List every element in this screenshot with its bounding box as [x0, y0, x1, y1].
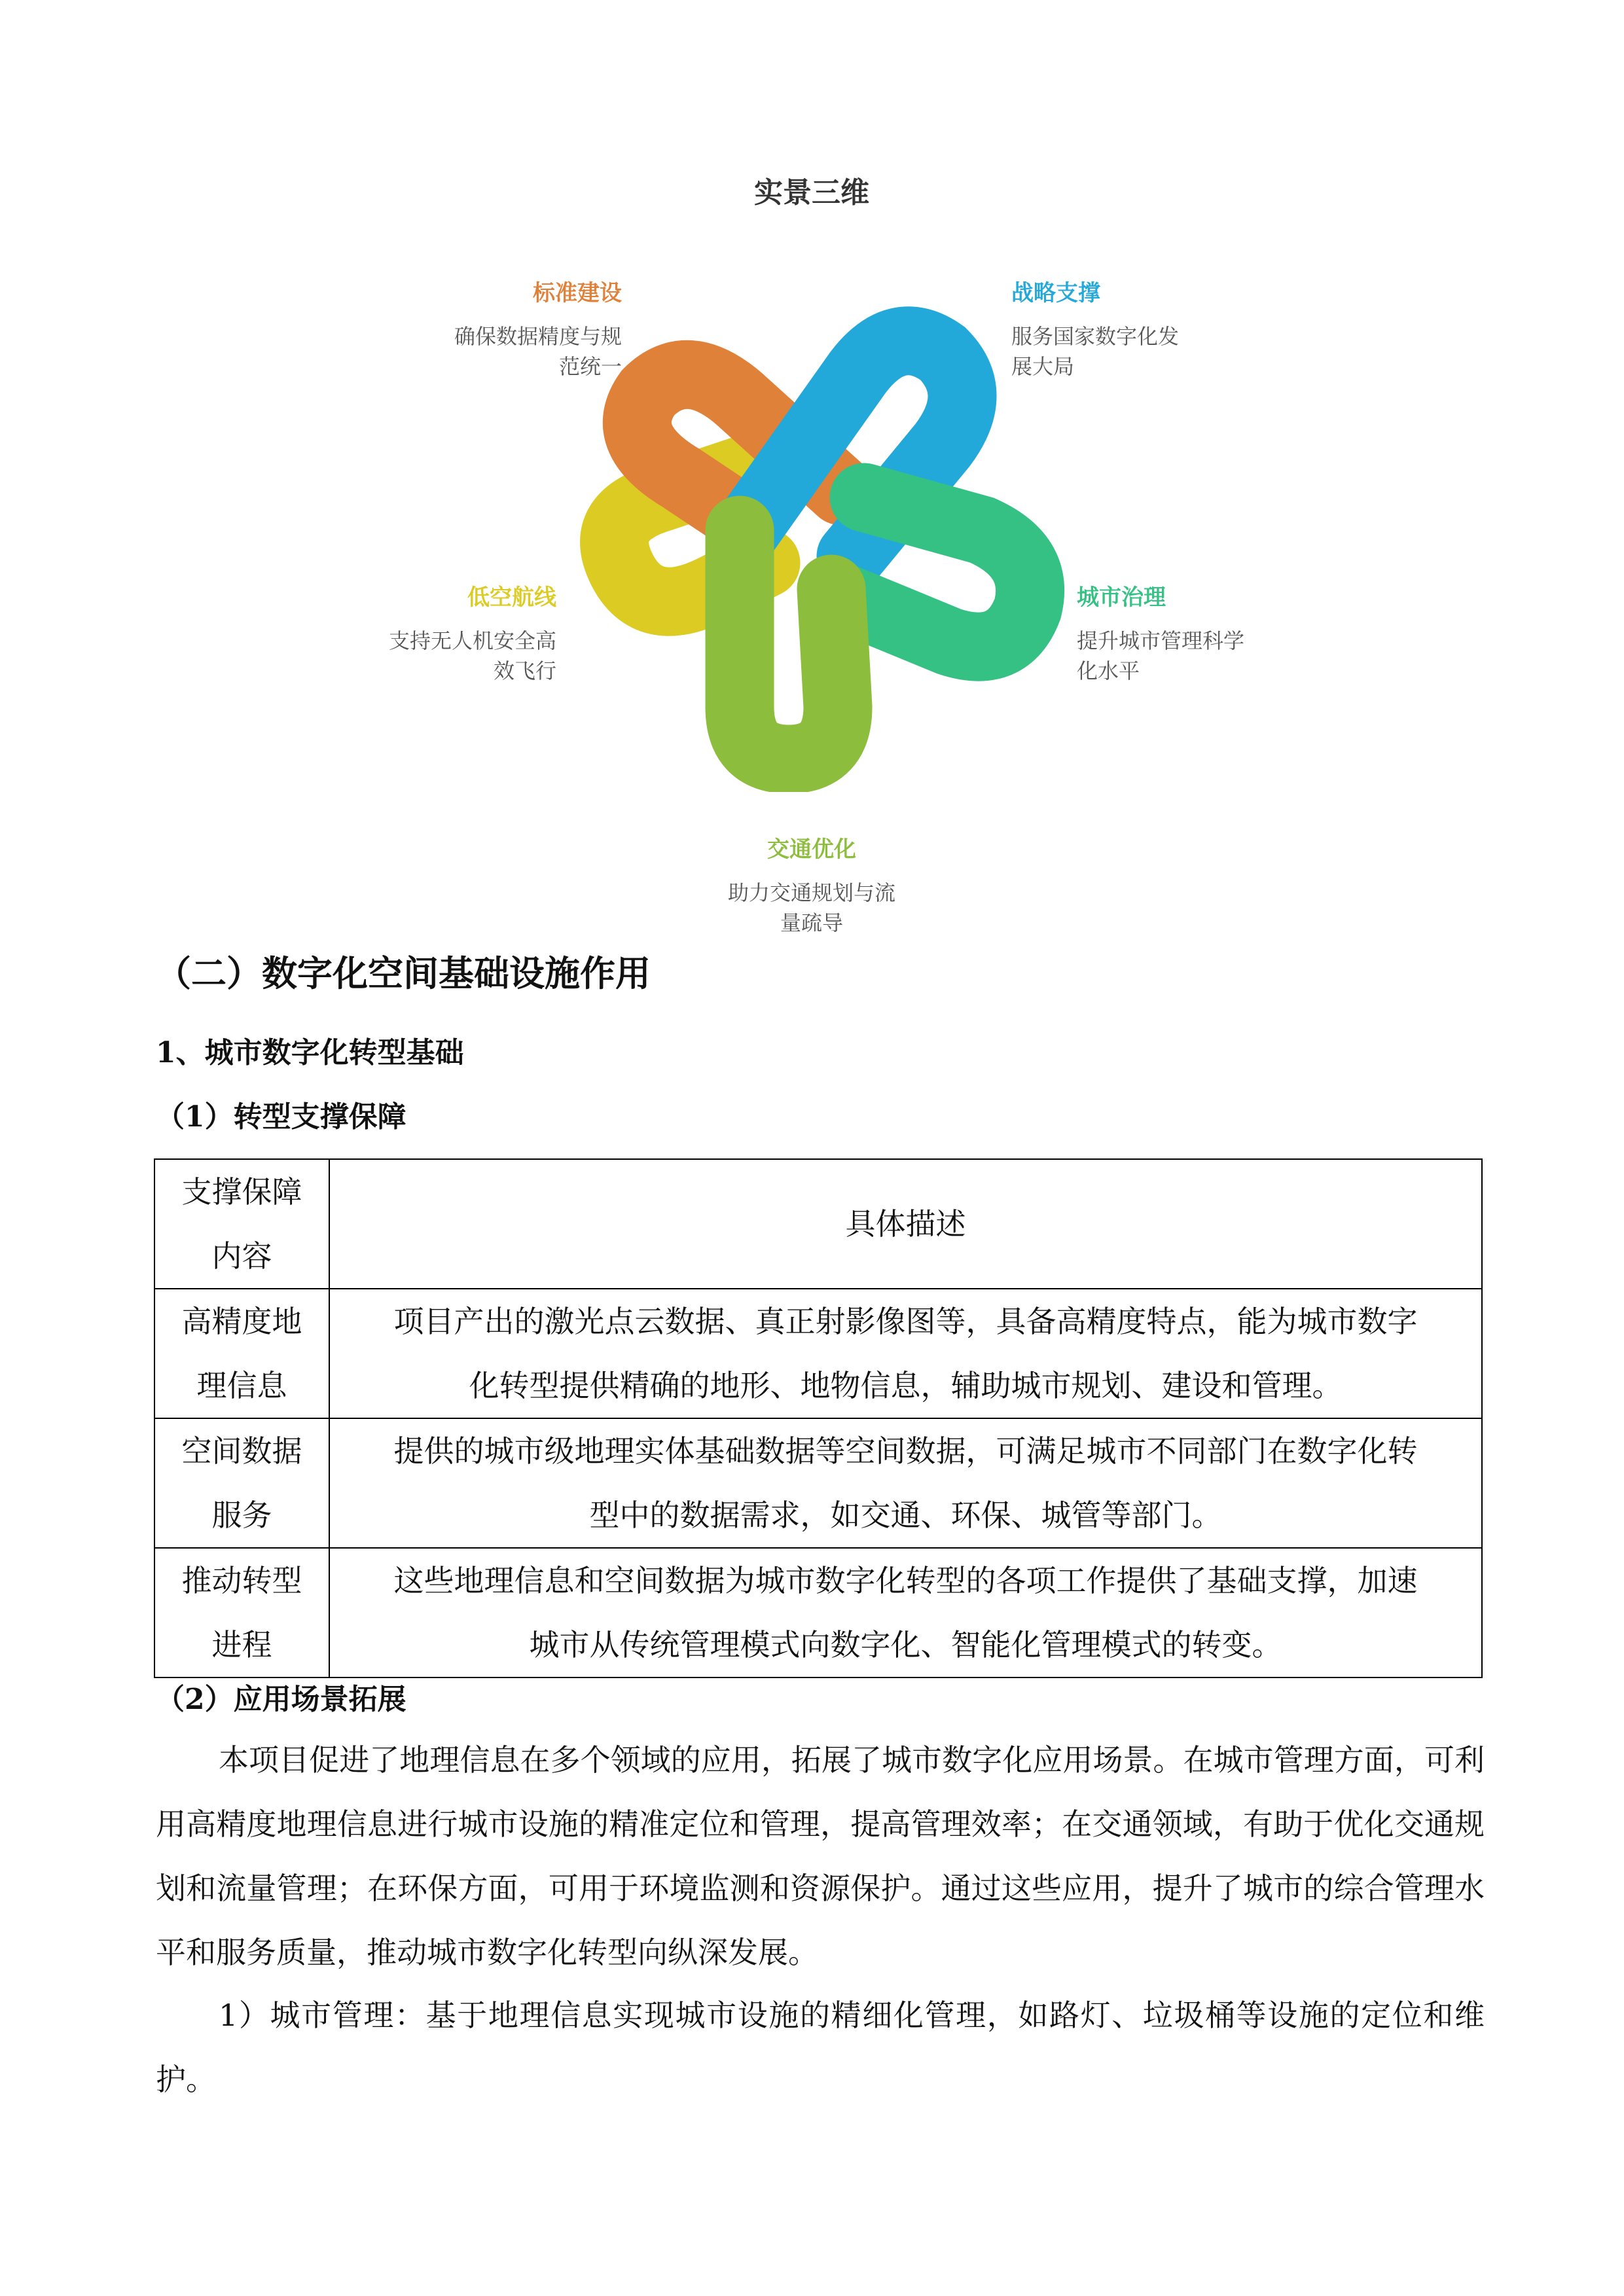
table-header-row: [154, 1159, 1482, 1289]
table-row: [154, 1548, 1482, 1677]
table-row: [154, 1418, 1482, 1548]
node-city-desc-line2: 化水平: [1077, 658, 1140, 683]
table-row: [154, 1289, 1482, 1418]
cell-line: 这些地理信息和空间数据为城市数字化转型的各项工作提供了基础支撑，加速: [393, 1563, 1418, 1598]
cell-line: 推动转型: [181, 1563, 302, 1598]
node-traffic-title: 交通优化: [767, 836, 856, 863]
table-cell: [329, 1418, 1482, 1548]
cell-line: 项目产出的激光点云数据、真正射影像图等，具备高精度特点，能为城市数字: [393, 1304, 1418, 1339]
cell-line: 服务: [211, 1498, 272, 1533]
table-cell: [329, 1548, 1482, 1677]
node-traffic-desc-line1: 助力交通规划与流: [727, 880, 895, 905]
table-cell: [154, 1548, 329, 1677]
cell-line: 高精度地: [181, 1304, 302, 1339]
table-header-cell: [154, 1159, 329, 1289]
cell-line: 空间数据: [181, 1433, 302, 1469]
node-city-title: 城市治理: [1077, 584, 1166, 611]
header-cell-line: 内容: [211, 1238, 272, 1274]
node-city: [1077, 579, 1293, 686]
table-header-cell: 具体描述: [329, 1159, 1482, 1289]
node-lowalt-title: 低空航线: [467, 584, 556, 611]
node-strategy-desc-line2: 展大局: [1011, 354, 1075, 379]
node-traffic: [704, 831, 920, 938]
cell-line: 理信息: [196, 1368, 287, 1403]
node-lowalt: [340, 579, 556, 686]
cell-line: 化转型提供精确的地形、地物信息，辅助城市规划、建设和管理。: [469, 1368, 1343, 1403]
diagram-title: 实景三维: [754, 176, 869, 209]
node-standard-title: 标准建设: [533, 280, 622, 306]
node-traffic-desc-line2: 量疏导: [780, 910, 843, 935]
node-standard-desc-line2: 范统一: [558, 354, 622, 379]
body-paragraph-applications: 本项目促进了地理信息在多个领域的应用，拓展了城市数字化应用场景。在城市管理方面，可利用高精度地理信息进行城市设施的精准定位和管理，提高管理效率；在交通领域，有助于优化交通规划和流量管理；在环保方面，可用于环境监测和资源保护。通过这些应用，提升了城市的综合管理水平和服务质量，推动城市数字化转型向纵深发展。: [156, 1742, 1485, 1970]
cell-line: 进程: [211, 1627, 272, 1662]
cell-line: 提供的城市级地理实体基础数据等空间数据，可满足城市不同部门在数字化转: [393, 1433, 1418, 1469]
table-cell: [154, 1289, 329, 1418]
subsection-heading: 1、城市数字化转型基础: [156, 1036, 464, 1069]
support-table: [154, 1158, 1483, 1678]
node-city-desc-line1: 提升城市管理科学: [1077, 628, 1245, 653]
sub-subsection-heading-applications: （2）应用场景拓展: [156, 1683, 406, 1716]
cell-line: 城市从传统管理模式向数字化、智能化管理模式的转变。: [529, 1627, 1282, 1662]
node-lowalt-desc-line2: 效飞行: [493, 658, 556, 683]
interlocking-petals-graphic: [550, 281, 1074, 792]
node-strategy-title: 战略支撑: [1011, 280, 1100, 306]
node-strategy-desc-line1: 服务国家数字化发: [1011, 324, 1180, 349]
section-heading: （二）数字化空间基础设施作用: [156, 952, 651, 994]
table-cell: [329, 1289, 1482, 1418]
cell-line: 型中的数据需求，如交通、环保、城管等部门。: [589, 1498, 1222, 1533]
table-cell: [154, 1418, 329, 1548]
header-cell-line: 支撑保障: [181, 1174, 302, 1210]
sub-subsection-heading-support: （1）转型支撑保障: [156, 1100, 406, 1134]
node-lowalt-desc-line1: 支持无人机安全高: [388, 628, 556, 653]
node-standard-desc-line1: 确保数据精度与规: [454, 324, 622, 349]
body-paragraph-city-management: 1）城市管理：基于地理信息实现城市设施的精细化管理，如路灯、垃圾桶等设施的定位和维护。: [156, 1998, 1485, 2097]
